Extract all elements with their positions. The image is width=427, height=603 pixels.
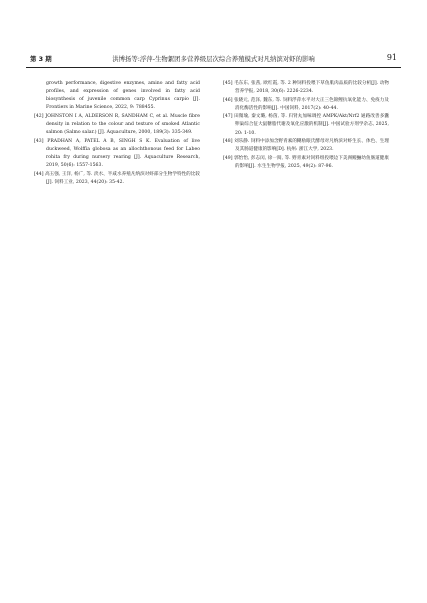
reference-45: [45] 毛东东, 张茜, 欧红霞, 等. 2 种饲料投喂下草鱼肌肉品质的比较分析[J]. 动物营养学报, 2018, 30(6): 2226-2234. [223,81,390,95]
reference-49: [49] 郭怡怡, 彭志闵, 徐一阅, 等. 野青素对饲料组投喂边下美洲鳗鲡幼鱼肠道健康的影响[J]. 水生生物学报, 2025, 49(2): 87-96. [223,155,389,169]
reference-42: [42] JOHNSTON I A, ALDERSON R, SANDHAM C, et al. Muscle fibre density in relation to the colour and texture of smoked Atlantic salmon (Salmo salar.) [J]. Aquaculture, 2000, 189(3): 335-349. [34,113,200,136]
reference-44: [44] 高玉强, 王洋, 杨广, 等. 淡水、半咸水养殖凡纳滨对虾部分生物学特性的比较[J]. 饲料工业, 2023, 44(20): 35-42. [34,171,200,185]
reference-43: [43] PRADHAN A, PATEL A B, SINGH S K. Evaluation of live duckweed, Wolffia globosa as an allochthonous feed for Labeo rohita fry during nursery rearing [J]. Aquaculture Research, 2019, 50(6): 1557-1563. [34,138,200,168]
left-column [34,80,200,187]
reference-41-continuation: growth performance, digestive enzymes, amino and fatty acid profiles, and expression of genes involved in fatty acid biosynthesis of juvenile common carp Cyprinus carpio [J]. Frontiers in Marine Science, 2022, 9: 788455. [46,81,200,111]
right-column [223,80,389,172]
reference-48: [48] 刘乐静. 饲料中添加含野青素的糊励眼氏酵母对凡纳滨对虾生长、体色、生理及其肠道健康的影响[D]. 杭州: 浙江大学, 2023. [223,139,390,153]
issue-number: 第 3 期 [30,55,52,63]
reference-47: [47] 田微瑜, 秦文璐, 杨茵, 等. 归肾丸加味调控 AMPK/Akt/Nrf2 通路改善多囊卵巢综合征大鼠糖脂代谢及氧化应激的机制[J]. 中国试验方剂学杂志, 2025, 20: 1-10. [223,114,389,136]
running-title: 洪博扬等:浮萍-生物絮团多营养级层次综合养殖模式对凡纳滨对虾的影响 [112,55,315,63]
page-header [26,53,401,68]
reference-46: [46] 张晓元, 范泽, 魏东, 等. 饲料浮萍水平对大正三色锦鲤抗氧化能力、免疫力及消化酶活性的影响[J]. 中国饲料, 2017(2): 40-44. [223,97,389,111]
page-number: 91 [386,53,397,62]
